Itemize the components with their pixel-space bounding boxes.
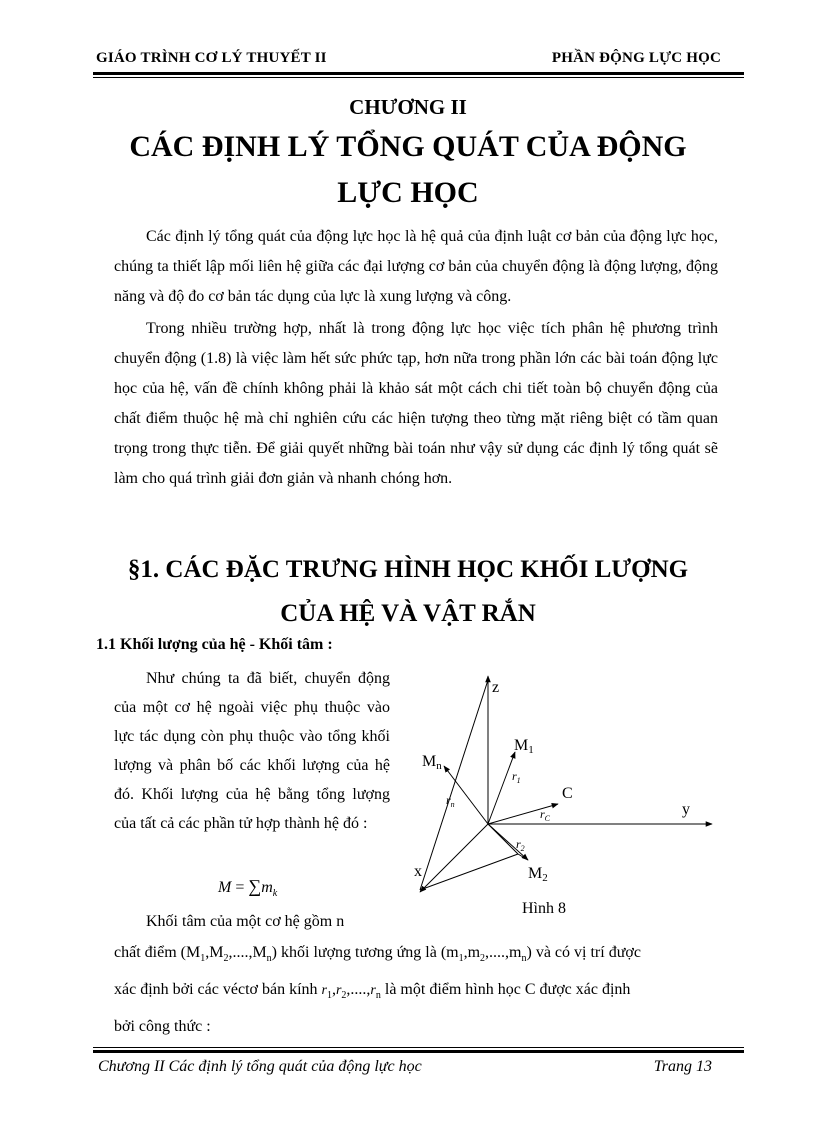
section-title: §1. CÁC ĐẶC TRƯNG HÌNH HỌC KHỐI LƯỢNG CỦA HỆ VÀ VẬT RẮN: [127, 556, 689, 627]
figure-caption: Hình 8: [522, 900, 566, 917]
column-paragraph: Như chúng ta đã biết, chuyển động của một cơ hệ ngoài việc phụ thuộc vào lực tác dụng còn phụ thuộc vào tổng khối lượng và phân bố các khối lượng của hệ đó. Khối lượng của hệ bằng tổng lượng của tất cả các phần tử hợp thành hệ đó :: [114, 670, 390, 832]
label-rC: $r_C$: [540, 807, 551, 823]
label-x: x: [414, 863, 422, 880]
label-rn: $r_n$: [446, 793, 455, 809]
header-rule-thick: [93, 72, 744, 75]
footer-rule-thin: [93, 1047, 744, 1048]
chapter-label: CHƯƠNG II: [349, 95, 467, 119]
label-C: C: [562, 785, 573, 802]
paragraph-centroid: Khối tâm của một cơ hệ gồm n chất điểm $(M_1,M_2,....,M_n)$ khối lượng tương ứng là $(m_1,m_2,....,m_n)$ và có vị trí được xác định bởi các véctơ bán kính $r_1,r_2,....,r_n$ là một điểm hình học C được xác định bởi công thức :: [114, 913, 641, 1036]
footer-rule-thick: [93, 1050, 744, 1053]
vector-r1: [488, 752, 515, 824]
vector-r2: [488, 824, 528, 860]
header-rule-thin: [93, 77, 744, 78]
header-right: PHẦN ĐỘNG LỰC HỌC: [551, 50, 721, 66]
label-r1: $r_1$: [512, 769, 521, 785]
label-M2: M2: [528, 865, 548, 884]
paragraph-context: Trong nhiều trường hợp, nhất là trong động lực học việc tích phân hệ phương trình chuyển động (1.8) là việc làm hết sức phức tạp, hơn nữa trong phần lớn các bài toán động lực học của hệ, vấn đề chính không phải là khảo sát một cách chi tiết toàn bộ chuyển động của chất điểm thuộc hệ mà chỉ nghiên cứu các hiện tượng theo từng mặt riêng biệt có tầm quan trọng trong thực tiễn. Để giải quyết những bài toán như vậy sử dụng các định lý tổng quát sẽ làm cho quá trình giải đơn giản và nhanh chóng hơn.: [114, 320, 718, 487]
label-y: y: [682, 801, 690, 818]
label-M1: M1: [514, 737, 534, 756]
paragraph-intro: Các định lý tổng quát của động lực học là hệ quả của định luật cơ bản của động lực học, chúng ta thiết lập mối liên hệ giữa các đại lượng cơ bản của chuyển động là động lượng, động năng và độ đo cơ bản tác dụng của lực là xung lượng và công.: [114, 228, 718, 305]
label-r2: $r_2$: [516, 837, 525, 853]
label-z: z: [492, 679, 500, 696]
label-Mn: Mn: [422, 753, 442, 772]
page-number: Trang 13: [653, 1058, 712, 1075]
mass-formula: $M = \sum m_k$: [218, 876, 278, 900]
figure-coordinate-system: [400, 668, 720, 918]
chapter-title: CÁC ĐỊNH LÝ TỔNG QUÁT CỦA ĐỘNG LỰC HỌC: [129, 130, 687, 209]
footer-chapter: Chương II Các định lý tổng quát của động lực học: [98, 1058, 422, 1075]
subsection-title: 1.1 Khối lượng của hệ - Khối tâm :: [96, 636, 333, 653]
header-left: GIÁO TRÌNH CƠ LÝ THUYẾT II: [96, 50, 327, 66]
